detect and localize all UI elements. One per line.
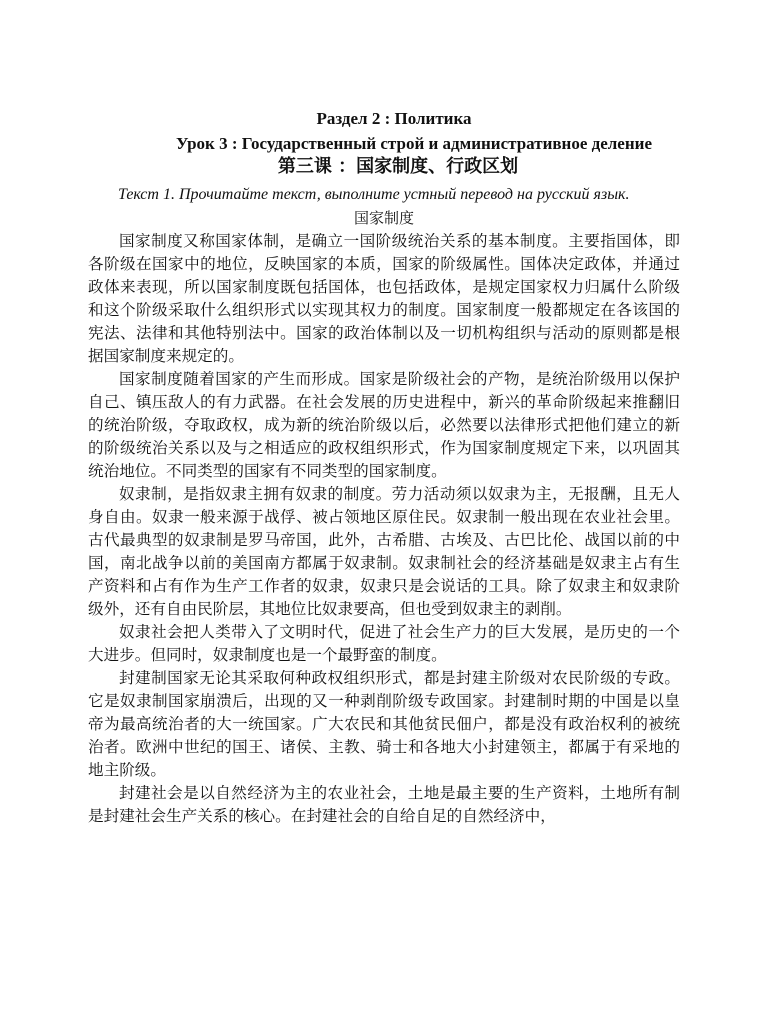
document-page xyxy=(88,108,680,828)
paragraph: 国家制度又称国家体制，是确立一国阶级统治关系的基本制度。主要指国体，即各阶级在国家中的地位，反映国家的本质，国家的阶级属性。国体决定政体，并通过政体来表现，所以国家制度既包括国体，也包括政体，是规定国家权力归属什么阶级和这个阶级采取什么组织形式以实现其权力的制度。国家制度一般都规定在各该国的宪法、法律和其他特别法中。国家的政治体制以及一切机构组织与活动的原则都是根据国家制度来规定的。 xyxy=(88,232,680,365)
text-title: 国家制度 xyxy=(353,209,414,227)
paragraph: 国家制度随着国家的产生而形成。国家是阶级社会的产物，是统治阶级用以保护自己、镇压敌人的有力武器。在社会发展的历史进程中，新兴的革命阶级起来推翻旧的统治阶级，夺取政权，成为新的统治阶级以后，必然要以法律形式把他们建立的新的阶级统治关系以及与之相适应的政权组织形式，作为国家制度规定下来，以巩固其统治地位。不同类型的国家有不同类型的国家制度。 xyxy=(88,370,680,480)
paragraph: 封建社会是以自然经济为主的农业社会，土地是最主要的生产资料，土地所有制是封建社会生产关系的核心。在封建社会的自给自足的自然经济中， xyxy=(88,784,680,825)
paragraph: 奴隶制，是指奴隶主拥有奴隶的制度。劳力活动须以奴隶为主，无报酬，且无人身自由。奴隶一般来源于战俘、被占领地区原住民。奴隶制一般出现在农业社会里。古代最典型的奴隶制是罗马帝国，此外，古希腊、古埃及、古巴比伦、战国以前的中国，南北战争以前的美国南方都属于奴隶制。奴隶制社会的经济基础是奴隶主占有生产资料和占有作为生产工作者的奴隶，奴隶只是会说话的工具。除了奴隶主和奴隶阶级外，还有自由民阶层，其地位比奴隶要高，但也受到奴隶主的剥削。 xyxy=(88,485,680,618)
lesson-title-chinese: 第三课 ：国家制度、行政区划 xyxy=(277,156,519,177)
paragraph: 封建制国家无论其采取何种政权组织形式，都是封建主阶级对农民阶级的专政。它是奴隶制国家崩溃后，出现的又一种剥削阶级专政国家。封建制时期的中国是以皇帝为最高统治者的大一统国家。广大农民和其他贫民佃户，都是没有政治权利的被统治者。欧洲中世纪的国王、诸侯、主教、骑士和各地大小封建领主，都属于有采地的地主阶级。 xyxy=(88,669,680,779)
section-title: Раздел 2 : Политика xyxy=(316,109,472,128)
lesson-title: Урок 3 : Государственный строй и административное деление xyxy=(175,134,652,153)
paragraph: 奴隶社会把人类带入了文明时代，促进了社会生产力的巨大发展，是历史的一个大进步。但同时，奴隶制度也是一个最野蛮的制度。 xyxy=(88,623,680,664)
task-instruction: Текст 1. Прочитайте текст, выполните устный перевод на русский язык. xyxy=(118,186,630,203)
